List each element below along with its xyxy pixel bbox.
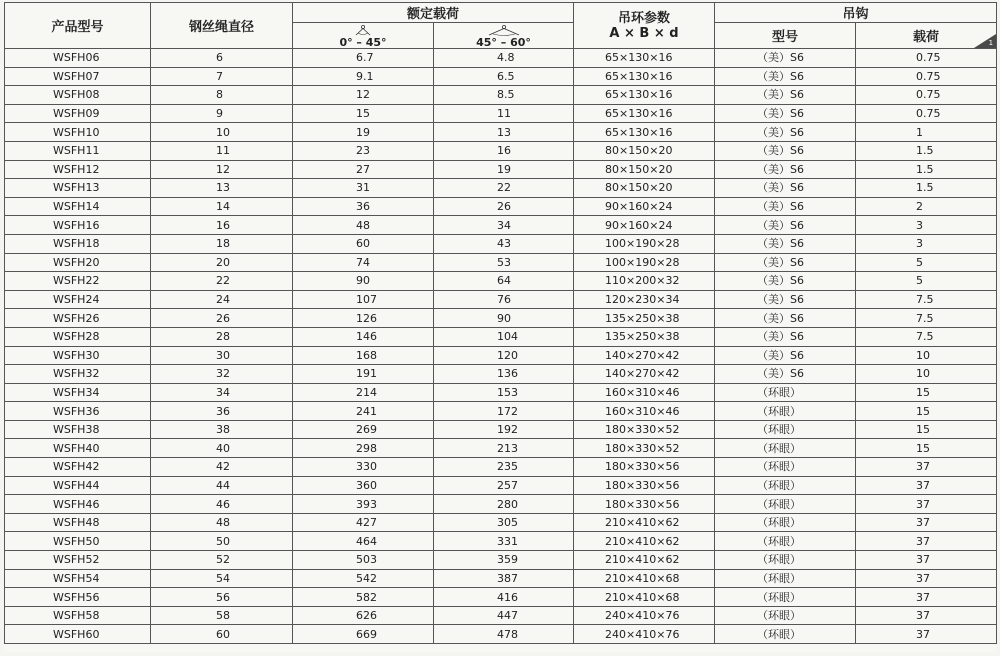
cell-rope-diameter: 20	[151, 253, 293, 272]
header-rated-load: 额定载荷	[293, 3, 574, 23]
table-row	[5, 625, 997, 644]
cell-model: WSFH14	[5, 197, 151, 216]
cell-load-45-60: 26	[434, 197, 574, 216]
cell-model: WSFH54	[5, 569, 151, 588]
table-row	[5, 327, 997, 346]
cell-model: WSFH12	[5, 160, 151, 179]
table-row	[5, 216, 997, 235]
angle-label-45-60: 45° – 60°	[476, 36, 531, 49]
header-hook-load-label: 载荷	[913, 30, 940, 45]
cell-hook-type: （环眼）	[715, 625, 856, 644]
cell-hook-load: 0.75	[856, 104, 997, 123]
table-row	[5, 272, 997, 291]
cell-load-0-45: 360	[293, 476, 434, 495]
cell-load-0-45: 31	[293, 179, 434, 198]
table-row	[5, 551, 997, 570]
header-ring-params-dims: A × B × d	[609, 25, 679, 41]
table-row	[5, 569, 997, 588]
header-rope-diameter: 钢丝绳直径	[151, 3, 293, 49]
cell-hook-load: 37	[856, 476, 997, 495]
cell-rope-diameter: 44	[151, 476, 293, 495]
cell-load-0-45: 269	[293, 420, 434, 439]
cell-hook-load: 5	[856, 253, 997, 272]
cell-model: WSFH34	[5, 383, 151, 402]
cell-rope-diameter: 18	[151, 234, 293, 253]
cell-model: WSFH56	[5, 588, 151, 607]
table-row	[5, 606, 997, 625]
cell-load-45-60: 64	[434, 272, 574, 291]
cell-rope-diameter: 34	[151, 383, 293, 402]
cell-model: WSFH18	[5, 234, 151, 253]
cell-ring-params: 140×270×42	[574, 346, 715, 365]
table-row	[5, 420, 997, 439]
cell-load-0-45: 330	[293, 458, 434, 477]
table-row	[5, 513, 997, 532]
cell-ring-params: 65×130×16	[574, 123, 715, 142]
cell-rope-diameter: 6	[151, 49, 293, 68]
cell-rope-diameter: 56	[151, 588, 293, 607]
table-row	[5, 588, 997, 607]
cell-load-0-45: 542	[293, 569, 434, 588]
cell-load-0-45: 15	[293, 104, 434, 123]
cell-model: WSFH40	[5, 439, 151, 458]
cell-load-0-45: 626	[293, 606, 434, 625]
cell-rope-diameter: 52	[151, 551, 293, 570]
table-row	[5, 234, 997, 253]
cell-rope-diameter: 48	[151, 513, 293, 532]
cell-load-0-45: 36	[293, 197, 434, 216]
table-row	[5, 383, 997, 402]
table-row	[5, 476, 997, 495]
cell-ring-params: 100×190×28	[574, 234, 715, 253]
corner-tab-digit: 1	[988, 39, 994, 47]
table-row	[5, 309, 997, 328]
cell-model: WSFH28	[5, 327, 151, 346]
cell-hook-load: 37	[856, 458, 997, 477]
cell-hook-type: （美）S6	[715, 179, 856, 198]
cell-hook-load: 15	[856, 402, 997, 421]
cell-load-45-60: 153	[434, 383, 574, 402]
table-row	[5, 104, 997, 123]
table-row	[5, 197, 997, 216]
cell-ring-params: 160×310×46	[574, 383, 715, 402]
table-row	[5, 495, 997, 514]
cell-ring-params: 90×160×24	[574, 197, 715, 216]
cell-load-45-60: 120	[434, 346, 574, 365]
cell-load-0-45: 126	[293, 309, 434, 328]
cell-hook-load: 1.5	[856, 160, 997, 179]
cell-hook-type: （美）S6	[715, 327, 856, 346]
table-row	[5, 402, 997, 421]
cell-hook-type: （美）S6	[715, 365, 856, 384]
cell-load-0-45: 146	[293, 327, 434, 346]
cell-rope-diameter: 7	[151, 67, 293, 86]
cell-ring-params: 65×130×16	[574, 86, 715, 105]
cell-ring-params: 65×130×16	[574, 49, 715, 68]
cell-hook-load: 15	[856, 383, 997, 402]
cell-load-45-60: 53	[434, 253, 574, 272]
cell-load-45-60: 172	[434, 402, 574, 421]
cell-load-45-60: 192	[434, 420, 574, 439]
cell-ring-params: 110×200×32	[574, 272, 715, 291]
cell-load-45-60: 16	[434, 141, 574, 160]
header-hook: 吊钩	[715, 3, 997, 23]
cell-load-0-45: 669	[293, 625, 434, 644]
cell-load-45-60: 305	[434, 513, 574, 532]
cell-rope-diameter: 8	[151, 86, 293, 105]
cell-hook-load: 37	[856, 569, 997, 588]
cell-hook-load: 1.5	[856, 179, 997, 198]
cell-rope-diameter: 58	[151, 606, 293, 625]
cell-hook-load: 37	[856, 588, 997, 607]
cell-ring-params: 180×330×52	[574, 420, 715, 439]
cell-ring-params: 120×230×34	[574, 290, 715, 309]
cell-hook-type: （环眼）	[715, 420, 856, 439]
cell-load-0-45: 9.1	[293, 67, 434, 86]
cell-load-45-60: 90	[434, 309, 574, 328]
cell-hook-type: （美）S6	[715, 123, 856, 142]
cell-hook-type: （美）S6	[715, 234, 856, 253]
cell-load-45-60: 6.5	[434, 67, 574, 86]
cell-hook-load: 10	[856, 365, 997, 384]
cell-load-0-45: 503	[293, 551, 434, 570]
cell-ring-params: 135×250×38	[574, 327, 715, 346]
cell-load-0-45: 60	[293, 234, 434, 253]
cell-rope-diameter: 10	[151, 123, 293, 142]
cell-model: WSFH09	[5, 104, 151, 123]
cell-load-0-45: 427	[293, 513, 434, 532]
cell-ring-params: 240×410×76	[574, 625, 715, 644]
cell-hook-type: （环眼）	[715, 383, 856, 402]
cell-hook-load: 0.75	[856, 86, 997, 105]
cell-hook-load: 5	[856, 272, 997, 291]
cell-hook-type: （环眼）	[715, 513, 856, 532]
cell-hook-type: （美）S6	[715, 272, 856, 291]
cell-load-0-45: 12	[293, 86, 434, 105]
cell-load-0-45: 107	[293, 290, 434, 309]
cell-rope-diameter: 46	[151, 495, 293, 514]
cell-hook-load: 37	[856, 532, 997, 551]
cell-load-45-60: 104	[434, 327, 574, 346]
table-row	[5, 253, 997, 272]
cell-model: WSFH58	[5, 606, 151, 625]
cell-hook-type: （环眼）	[715, 402, 856, 421]
cell-load-45-60: 213	[434, 439, 574, 458]
cell-model: WSFH20	[5, 253, 151, 272]
cell-hook-load: 3	[856, 234, 997, 253]
cell-ring-params: 210×410×62	[574, 551, 715, 570]
cell-rope-diameter: 9	[151, 104, 293, 123]
cell-load-0-45: 241	[293, 402, 434, 421]
cell-hook-load: 37	[856, 551, 997, 570]
cell-load-0-45: 27	[293, 160, 434, 179]
table-row	[5, 86, 997, 105]
header-hook-type: 型号	[715, 23, 856, 49]
cell-ring-params: 210×410×62	[574, 532, 715, 551]
cell-ring-params: 80×150×20	[574, 160, 715, 179]
cell-load-45-60: 447	[434, 606, 574, 625]
cell-model: WSFH22	[5, 272, 151, 291]
cell-load-0-45: 23	[293, 141, 434, 160]
table-row	[5, 160, 997, 179]
cell-hook-load: 1.5	[856, 141, 997, 160]
cell-hook-type: （环眼）	[715, 476, 856, 495]
cell-rope-diameter: 24	[151, 290, 293, 309]
cell-hook-type: （环眼）	[715, 532, 856, 551]
cell-ring-params: 65×130×16	[574, 67, 715, 86]
cell-load-0-45: 298	[293, 439, 434, 458]
header-angle-45-60	[434, 23, 574, 49]
cell-model: WSFH24	[5, 290, 151, 309]
cell-ring-params: 65×130×16	[574, 104, 715, 123]
cell-load-45-60: 43	[434, 234, 574, 253]
cell-load-45-60: 11	[434, 104, 574, 123]
cell-hook-type: （环眼）	[715, 439, 856, 458]
cell-ring-params: 80×150×20	[574, 179, 715, 198]
table-row	[5, 123, 997, 142]
cell-load-0-45: 582	[293, 588, 434, 607]
header-ring-params	[574, 3, 715, 49]
header-row-top	[5, 3, 997, 23]
cell-hook-load: 7.5	[856, 290, 997, 309]
cell-load-45-60: 34	[434, 216, 574, 235]
cell-rope-diameter: 40	[151, 439, 293, 458]
table-row	[5, 67, 997, 86]
cell-hook-type: （美）S6	[715, 216, 856, 235]
cell-hook-load: 37	[856, 606, 997, 625]
cell-model: WSFH60	[5, 625, 151, 644]
cell-hook-load: 37	[856, 495, 997, 514]
header-hook-load	[856, 23, 997, 49]
cell-hook-type: （环眼）	[715, 458, 856, 477]
cell-load-45-60: 387	[434, 569, 574, 588]
cell-model: WSFH06	[5, 49, 151, 68]
cell-rope-diameter: 12	[151, 160, 293, 179]
cell-rope-diameter: 30	[151, 346, 293, 365]
header-ring-params-title: 吊环参数	[618, 10, 671, 26]
cell-model: WSFH11	[5, 141, 151, 160]
header-angle-0-45	[293, 23, 434, 49]
cell-load-0-45: 168	[293, 346, 434, 365]
cell-ring-params: 180×330×56	[574, 476, 715, 495]
cell-load-0-45: 48	[293, 216, 434, 235]
cell-model: WSFH36	[5, 402, 151, 421]
cell-model: WSFH32	[5, 365, 151, 384]
cell-rope-diameter: 50	[151, 532, 293, 551]
cell-rope-diameter: 16	[151, 216, 293, 235]
cell-load-45-60: 257	[434, 476, 574, 495]
cell-ring-params: 180×330×56	[574, 458, 715, 477]
cell-hook-load: 1	[856, 123, 997, 142]
cell-load-0-45: 74	[293, 253, 434, 272]
cell-ring-params: 135×250×38	[574, 309, 715, 328]
cell-load-45-60: 76	[434, 290, 574, 309]
cell-load-45-60: 280	[434, 495, 574, 514]
cell-hook-type: （美）S6	[715, 160, 856, 179]
cell-hook-type: （环眼）	[715, 495, 856, 514]
cell-model: WSFH42	[5, 458, 151, 477]
cell-ring-params: 80×150×20	[574, 141, 715, 160]
cell-rope-diameter: 42	[151, 458, 293, 477]
cell-load-45-60: 22	[434, 179, 574, 198]
cell-hook-type: （美）S6	[715, 346, 856, 365]
cell-hook-type: （美）S6	[715, 86, 856, 105]
cell-ring-params: 160×310×46	[574, 402, 715, 421]
cell-load-45-60: 13	[434, 123, 574, 142]
cell-load-45-60: 136	[434, 365, 574, 384]
cell-ring-params: 240×410×76	[574, 606, 715, 625]
cell-model: WSFH10	[5, 123, 151, 142]
cell-load-0-45: 6.7	[293, 49, 434, 68]
cell-hook-type: （美）S6	[715, 197, 856, 216]
cell-model: WSFH46	[5, 495, 151, 514]
table-row	[5, 141, 997, 160]
cell-rope-diameter: 60	[151, 625, 293, 644]
cell-rope-diameter: 28	[151, 327, 293, 346]
cell-model: WSFH48	[5, 513, 151, 532]
table-row	[5, 458, 997, 477]
cell-hook-load: 7.5	[856, 309, 997, 328]
cell-ring-params: 210×410×68	[574, 588, 715, 607]
table-row	[5, 532, 997, 551]
cell-rope-diameter: 32	[151, 365, 293, 384]
cell-model: WSFH50	[5, 532, 151, 551]
cell-ring-params: 90×160×24	[574, 216, 715, 235]
cell-load-45-60: 19	[434, 160, 574, 179]
cell-model: WSFH26	[5, 309, 151, 328]
cell-hook-load: 2	[856, 197, 997, 216]
table-row	[5, 290, 997, 309]
cell-hook-type: （美）S6	[715, 290, 856, 309]
cell-rope-diameter: 13	[151, 179, 293, 198]
cell-load-0-45: 393	[293, 495, 434, 514]
table-row	[5, 179, 997, 198]
cell-model: WSFH30	[5, 346, 151, 365]
cell-hook-load: 0.75	[856, 49, 997, 68]
cell-rope-diameter: 14	[151, 197, 293, 216]
cell-hook-type: （美）S6	[715, 253, 856, 272]
cell-hook-type: （美）S6	[715, 141, 856, 160]
cell-hook-type: （环眼）	[715, 588, 856, 607]
cell-ring-params: 140×270×42	[574, 365, 715, 384]
cell-ring-params: 210×410×68	[574, 569, 715, 588]
cell-load-45-60: 8.5	[434, 86, 574, 105]
cell-hook-type: （环眼）	[715, 606, 856, 625]
cell-rope-diameter: 11	[151, 141, 293, 160]
cell-model: WSFH13	[5, 179, 151, 198]
cell-hook-type: （美）S6	[715, 67, 856, 86]
cell-hook-load: 37	[856, 513, 997, 532]
cell-load-45-60: 359	[434, 551, 574, 570]
cell-load-45-60: 416	[434, 588, 574, 607]
cell-hook-type: （美）S6	[715, 309, 856, 328]
header-model: 产品型号	[5, 3, 151, 49]
table-body	[5, 49, 997, 644]
cell-rope-diameter: 36	[151, 402, 293, 421]
cell-rope-diameter: 54	[151, 569, 293, 588]
table-row	[5, 346, 997, 365]
cell-hook-load: 10	[856, 346, 997, 365]
cell-load-45-60: 478	[434, 625, 574, 644]
cell-hook-type: （环眼）	[715, 551, 856, 570]
cell-load-0-45: 214	[293, 383, 434, 402]
cell-load-0-45: 90	[293, 272, 434, 291]
cell-hook-load: 37	[856, 625, 997, 644]
table-row	[5, 439, 997, 458]
cell-load-45-60: 4.8	[434, 49, 574, 68]
cell-hook-load: 15	[856, 439, 997, 458]
cell-rope-diameter: 22	[151, 272, 293, 291]
cell-hook-type: （美）S6	[715, 104, 856, 123]
table-row	[5, 49, 997, 68]
cell-hook-type: （美）S6	[715, 49, 856, 68]
cell-hook-type: （环眼）	[715, 569, 856, 588]
table-row	[5, 365, 997, 384]
cell-hook-load: 7.5	[856, 327, 997, 346]
product-spec-table	[4, 2, 997, 644]
cell-model: WSFH52	[5, 551, 151, 570]
cell-hook-load: 3	[856, 216, 997, 235]
cell-ring-params: 210×410×62	[574, 513, 715, 532]
cell-model: WSFH16	[5, 216, 151, 235]
cell-model: WSFH44	[5, 476, 151, 495]
angle-label-0-45: 0° – 45°	[339, 36, 387, 49]
cell-hook-load: 15	[856, 420, 997, 439]
cell-ring-params: 100×190×28	[574, 253, 715, 272]
cell-load-45-60: 235	[434, 458, 574, 477]
cell-model: WSFH08	[5, 86, 151, 105]
cell-load-0-45: 191	[293, 365, 434, 384]
cell-rope-diameter: 38	[151, 420, 293, 439]
cell-load-45-60: 331	[434, 532, 574, 551]
cell-rope-diameter: 26	[151, 309, 293, 328]
spec-sheet	[4, 2, 996, 652]
cell-model: WSFH38	[5, 420, 151, 439]
cell-hook-load: 0.75	[856, 67, 997, 86]
cell-ring-params: 180×330×52	[574, 439, 715, 458]
cell-model: WSFH07	[5, 67, 151, 86]
cell-load-0-45: 464	[293, 532, 434, 551]
cell-load-0-45: 19	[293, 123, 434, 142]
cell-ring-params: 180×330×56	[574, 495, 715, 514]
